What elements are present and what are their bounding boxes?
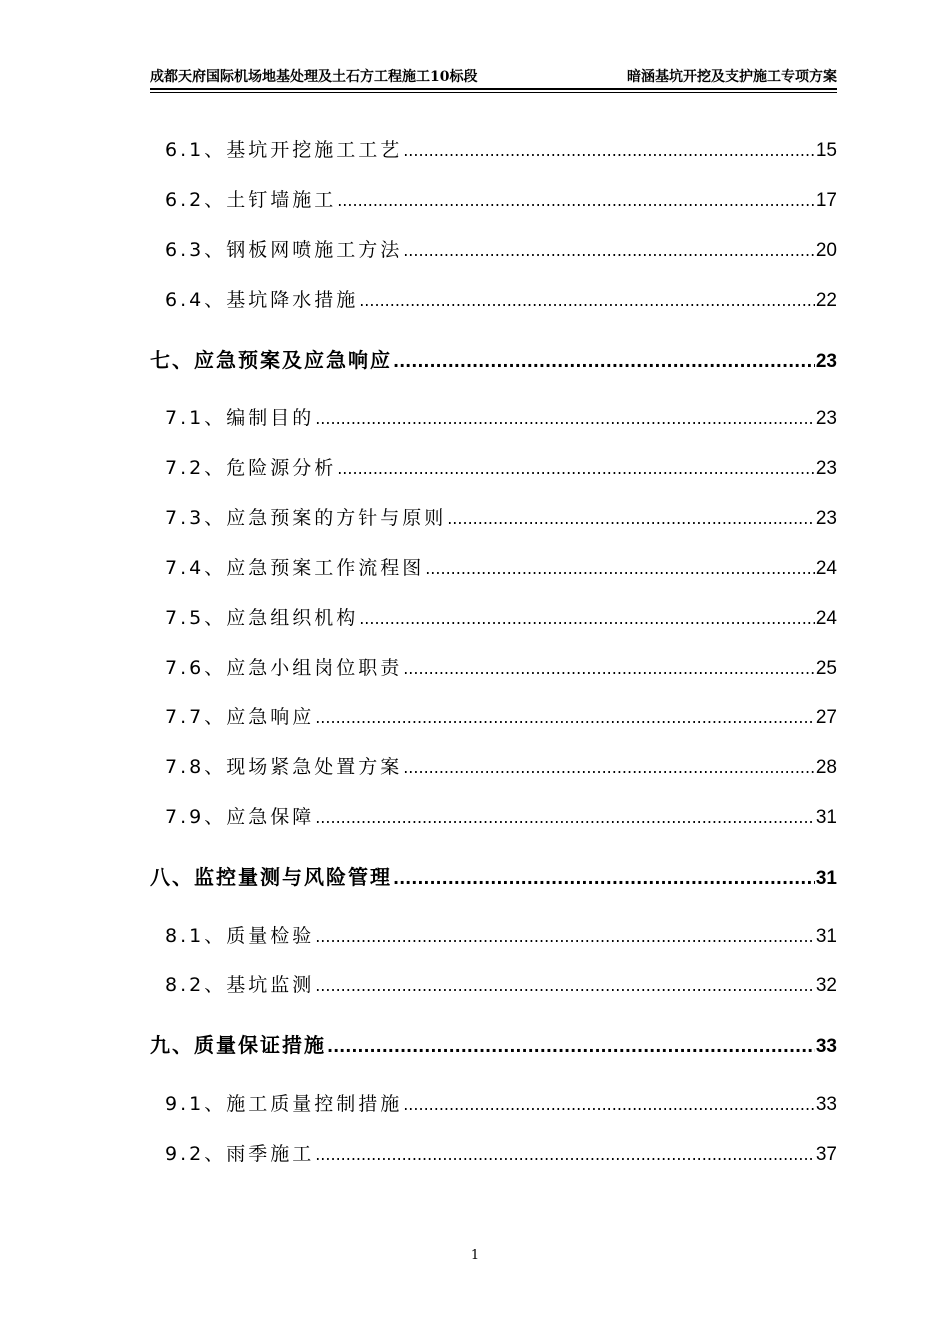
toc-section-entry[interactable] bbox=[150, 971, 837, 999]
toc-entry-title: 7.1、编制目的 bbox=[165, 407, 315, 429]
toc-section-entry[interactable] bbox=[150, 1140, 837, 1168]
toc-entry-title: 七、应急预案及应急响应 bbox=[150, 348, 392, 372]
toc-dot-leader bbox=[393, 346, 815, 376]
toc-dot-leader bbox=[315, 1140, 815, 1169]
toc-chapter-entry[interactable] bbox=[150, 346, 837, 374]
toc-entry-page-number: 31 bbox=[815, 868, 837, 889]
toc-entry-page-number: 24 bbox=[815, 558, 837, 579]
toc-dot-leader bbox=[393, 863, 815, 893]
toc-dot-leader bbox=[403, 753, 815, 782]
toc-entry-page-number: 17 bbox=[815, 190, 837, 211]
toc-entry-page-number: 33 bbox=[815, 1036, 837, 1057]
toc-entry-page-number: 20 bbox=[815, 240, 837, 261]
toc-entry-page-number: 37 bbox=[815, 1144, 837, 1165]
toc-entry-title: 7.4、应急预案工作流程图 bbox=[165, 557, 425, 579]
toc-entry-title: 九、质量保证措施 bbox=[150, 1033, 326, 1057]
toc-entry-title: 6.2、土钉墙施工 bbox=[165, 189, 337, 211]
toc-entry-page-number: 23 bbox=[815, 408, 837, 429]
toc-entry-title: 8.1、质量检验 bbox=[165, 925, 315, 947]
toc-dot-leader bbox=[315, 803, 815, 832]
toc-entry-page-number: 25 bbox=[815, 658, 837, 679]
toc-dot-leader bbox=[315, 404, 815, 433]
toc-dot-leader bbox=[403, 1090, 815, 1119]
toc-dot-leader bbox=[337, 454, 815, 483]
toc-section-entry[interactable] bbox=[150, 454, 837, 482]
toc-chapter-entry[interactable] bbox=[150, 1031, 837, 1059]
toc-entry-title: 7.3、应急预案的方针与原则 bbox=[165, 507, 447, 529]
toc-section-entry[interactable] bbox=[150, 703, 837, 731]
toc-entry-title: 7.2、危险源分析 bbox=[165, 457, 337, 479]
toc-dot-leader bbox=[403, 236, 815, 265]
toc-entry-title: 7.5、应急组织机构 bbox=[165, 607, 359, 629]
toc-entry-page-number: 24 bbox=[815, 608, 837, 629]
toc-entry-title: 八、监控量测与风险管理 bbox=[150, 865, 392, 889]
toc-entry-title: 6.1、基坑开挖施工工艺 bbox=[165, 139, 403, 161]
toc-entry-title: 9.2、雨季施工 bbox=[165, 1143, 315, 1165]
toc-section-entry[interactable] bbox=[150, 404, 837, 432]
toc-dot-leader bbox=[425, 554, 815, 583]
header-rule-thin bbox=[150, 92, 837, 93]
toc-dot-leader bbox=[315, 703, 815, 732]
toc-dot-leader bbox=[315, 922, 815, 951]
toc-entry-title: 7.6、应急小组岗位职责 bbox=[165, 657, 403, 679]
toc-entry-page-number: 27 bbox=[815, 707, 837, 728]
toc-section-entry[interactable] bbox=[150, 1090, 837, 1118]
page-header bbox=[150, 66, 837, 86]
toc-section-entry[interactable] bbox=[150, 504, 837, 532]
toc-section-entry[interactable] bbox=[150, 922, 837, 950]
toc-entry-title: 7.8、现场紧急处置方案 bbox=[165, 756, 403, 778]
toc-section-entry[interactable] bbox=[150, 236, 837, 264]
toc-entry-page-number: 28 bbox=[815, 757, 837, 778]
toc-dot-leader bbox=[359, 604, 815, 633]
toc-entry-page-number: 22 bbox=[815, 290, 837, 311]
toc-section-entry[interactable] bbox=[150, 554, 837, 582]
toc-entry-page-number: 15 bbox=[815, 140, 837, 161]
header-project-title: 成都天府国际机场地基处理及土石方工程施工10标段 bbox=[150, 69, 478, 85]
toc-dot-leader bbox=[359, 286, 815, 315]
toc-dot-leader bbox=[403, 654, 815, 683]
toc-dot-leader bbox=[327, 1031, 815, 1061]
toc-entry-title: 7.7、应急响应 bbox=[165, 706, 315, 728]
toc-entry-title: 9.1、施工质量控制措施 bbox=[165, 1093, 403, 1115]
toc-chapter-entry[interactable] bbox=[150, 863, 837, 891]
toc-section-entry[interactable] bbox=[150, 604, 837, 632]
toc-entry-title: 6.4、基坑降水措施 bbox=[165, 289, 359, 311]
toc-entry-page-number: 32 bbox=[815, 975, 837, 996]
toc-section-entry[interactable] bbox=[150, 286, 837, 314]
toc-entry-page-number: 23 bbox=[815, 508, 837, 529]
toc-entry-page-number: 31 bbox=[815, 807, 837, 828]
toc-section-entry[interactable] bbox=[150, 803, 837, 831]
toc-section-entry[interactable] bbox=[150, 753, 837, 781]
toc-dot-leader bbox=[315, 971, 815, 1000]
header-rule bbox=[150, 88, 837, 90]
toc-dot-leader bbox=[337, 186, 815, 215]
toc-entry-page-number: 33 bbox=[815, 1094, 837, 1115]
header-document-title: 暗涵基坑开挖及支护施工专项方案 bbox=[627, 69, 837, 85]
toc-section-entry[interactable] bbox=[150, 186, 837, 214]
toc-entry-title: 7.9、应急保障 bbox=[165, 806, 315, 828]
toc-entry-title: 6.3、钢板网喷施工方法 bbox=[165, 239, 403, 261]
toc-entry-page-number: 31 bbox=[815, 926, 837, 947]
footer-page-number: 1 bbox=[470, 1248, 480, 1263]
toc-dot-leader bbox=[403, 136, 815, 165]
toc-dot-leader bbox=[447, 504, 815, 533]
toc-section-entry[interactable] bbox=[150, 654, 837, 682]
toc-section-entry[interactable] bbox=[150, 136, 837, 164]
toc-entry-page-number: 23 bbox=[815, 458, 837, 479]
toc-entry-page-number: 23 bbox=[815, 351, 837, 372]
toc-entry-title: 8.2、基坑监测 bbox=[165, 974, 315, 996]
